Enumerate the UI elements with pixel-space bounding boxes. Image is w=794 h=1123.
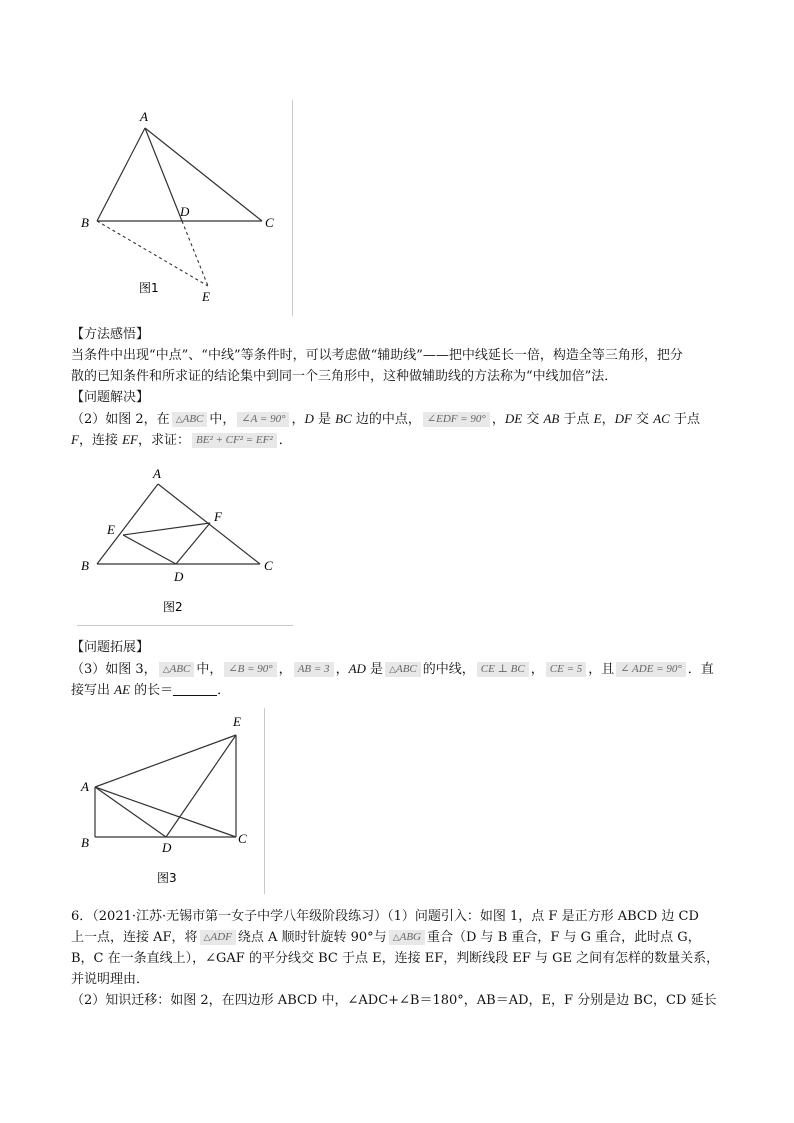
text-span: ，且 <box>588 662 615 677</box>
text-span: ， <box>335 662 349 677</box>
formula-text: ABC <box>169 663 191 675</box>
text-span: 的中线， <box>422 662 475 677</box>
text-span: （2）如图 2，在 <box>71 412 170 427</box>
text-span: 上一点，连接 AF，将 <box>71 930 198 945</box>
problem6-line-2 <box>71 927 731 948</box>
solve-heading: 【问题解决】 <box>71 390 150 405</box>
text-span: ， <box>601 412 615 427</box>
label-F: F <box>214 509 222 524</box>
text-span: 交 <box>631 412 654 427</box>
text-span: ． <box>278 433 292 448</box>
var-AE: AE <box>114 682 131 697</box>
problem6-line-1: 6．（2021·江苏·无锡市第一女子中学八年级阶段练习）（1）问题引入：如图 1，点 F 是正方形 ABCD 边 CD <box>71 909 699 924</box>
median-AD <box>95 787 166 837</box>
text-span: ，求证： <box>137 433 190 448</box>
expand-heading: 【问题拓展】 <box>71 640 150 655</box>
formula-triangle-abg <box>389 930 425 945</box>
triangle-icon: △ <box>392 932 400 942</box>
text-span: 绕点 A 顺时针旋转 90°与 <box>237 930 387 945</box>
formula-angle-b: ∠B = 90° <box>224 662 276 677</box>
formula-angle-a: ∠A = 90° <box>237 412 289 427</box>
triangle-icon: △ <box>162 664 170 674</box>
label-A: A <box>153 466 161 481</box>
method-line-1: 当条件中出现“中点”、“中线”等条件时，可以考虑做“辅助线”——把中线延长一倍，构造全等三角形，把分 <box>71 348 683 363</box>
text-span: （3）如图 3， <box>71 662 157 677</box>
formula-ce-perp: CE ⊥ BC <box>477 662 529 677</box>
var-AC: AC <box>653 411 670 426</box>
text-span: 交 <box>522 412 544 427</box>
figure-1-caption: 图1 <box>139 281 159 295</box>
label-D: D <box>174 569 184 584</box>
problem6-line-5: （2）知识迁移：如图 2，在四边形 ABCD 中，∠ADC+∠B＝180°，AB＝AD，E，F 分别是边 BC，CD 延长 <box>71 993 717 1008</box>
formula-ab: AB = 3 <box>294 662 334 677</box>
segment-DE <box>166 735 236 837</box>
triangle-icon: △ <box>203 932 211 942</box>
method-heading: 【方法感悟】 <box>71 327 150 342</box>
figure-2-caption: 图2 <box>163 600 183 614</box>
text-span: ， <box>291 412 305 427</box>
text-span: ， <box>491 412 505 427</box>
label-C: C <box>238 831 247 846</box>
formula-text: ADF <box>210 931 232 943</box>
method-line-2: 散的已知条件和所求证的结论集中到同一个三角形中，这种做辅助线的方法称为“中线加倍”法． <box>71 369 618 384</box>
formula-text: ABG <box>399 931 421 943</box>
var-E: E <box>593 411 602 426</box>
formula-triangle-adf <box>200 930 236 945</box>
problem6-line-3: B，C 在一条直线上），∠GAF 的平分线交 BC 于点 E，连接 EF，判断线段 EF 与 GE 之间有怎样的数量关系， <box>71 951 720 966</box>
label-D: D <box>180 204 190 219</box>
text-span: 是 <box>313 412 336 427</box>
figure-3-caption: 图3 <box>157 871 177 885</box>
triangle-icon: △ <box>175 414 183 424</box>
label-B: B <box>81 558 89 573</box>
var-AB: AB <box>543 411 560 426</box>
label-B: B <box>81 835 89 850</box>
formula-pythagoras: BE² + CF² = EF² <box>192 433 277 448</box>
formula-angle-ade: ∠ ADE = 90° <box>616 662 685 677</box>
label-E: E <box>233 714 241 729</box>
edge-AC <box>95 787 236 837</box>
text-span: 于点 <box>559 412 594 427</box>
var-DF: DF <box>614 411 632 426</box>
problem6-line-4: 并说明理由． <box>71 972 150 987</box>
text-span: 的长＝ <box>130 683 174 698</box>
text-span: ． <box>217 683 231 698</box>
label-B: B <box>81 215 89 230</box>
text-span: ．直 <box>687 662 714 677</box>
formula-text: ABC <box>182 413 204 425</box>
text-span: ，连接 <box>78 433 123 448</box>
label-E: E <box>202 289 210 304</box>
text-span: ， <box>278 662 292 677</box>
figure-3-border <box>264 708 265 894</box>
edge-AE <box>95 735 236 787</box>
var-AD: AD <box>348 661 366 676</box>
text-span: ， <box>530 662 544 677</box>
label-C: C <box>265 215 274 230</box>
text-span: 中， <box>209 412 236 427</box>
label-A: A <box>140 109 148 124</box>
label-E: E <box>107 522 115 537</box>
triangle-icon: △ <box>389 664 396 674</box>
label-D: D <box>162 840 172 855</box>
var-EF: EF <box>122 432 138 447</box>
formula-angle-edf: ∠EDF = 90° <box>423 412 490 427</box>
var-F: F <box>71 432 79 447</box>
text-span: 接写出 <box>71 683 115 698</box>
text-span: 于点 <box>669 412 700 427</box>
formula-ce: CE = 5 <box>546 662 586 677</box>
var-D: D <box>304 411 314 426</box>
formula-text: ABC <box>395 663 417 675</box>
text-span: 重合（D 与 B 重合，F 与 G 重合，此时点 G， <box>427 930 701 945</box>
var-BC: BC <box>335 411 352 426</box>
var-DE: DE <box>504 411 523 426</box>
text-span: 边的中点， <box>351 412 421 427</box>
label-A: A <box>81 779 89 794</box>
text-span: 中， <box>196 662 223 677</box>
label-C: C <box>264 558 273 573</box>
text-span: 是 <box>365 662 384 677</box>
